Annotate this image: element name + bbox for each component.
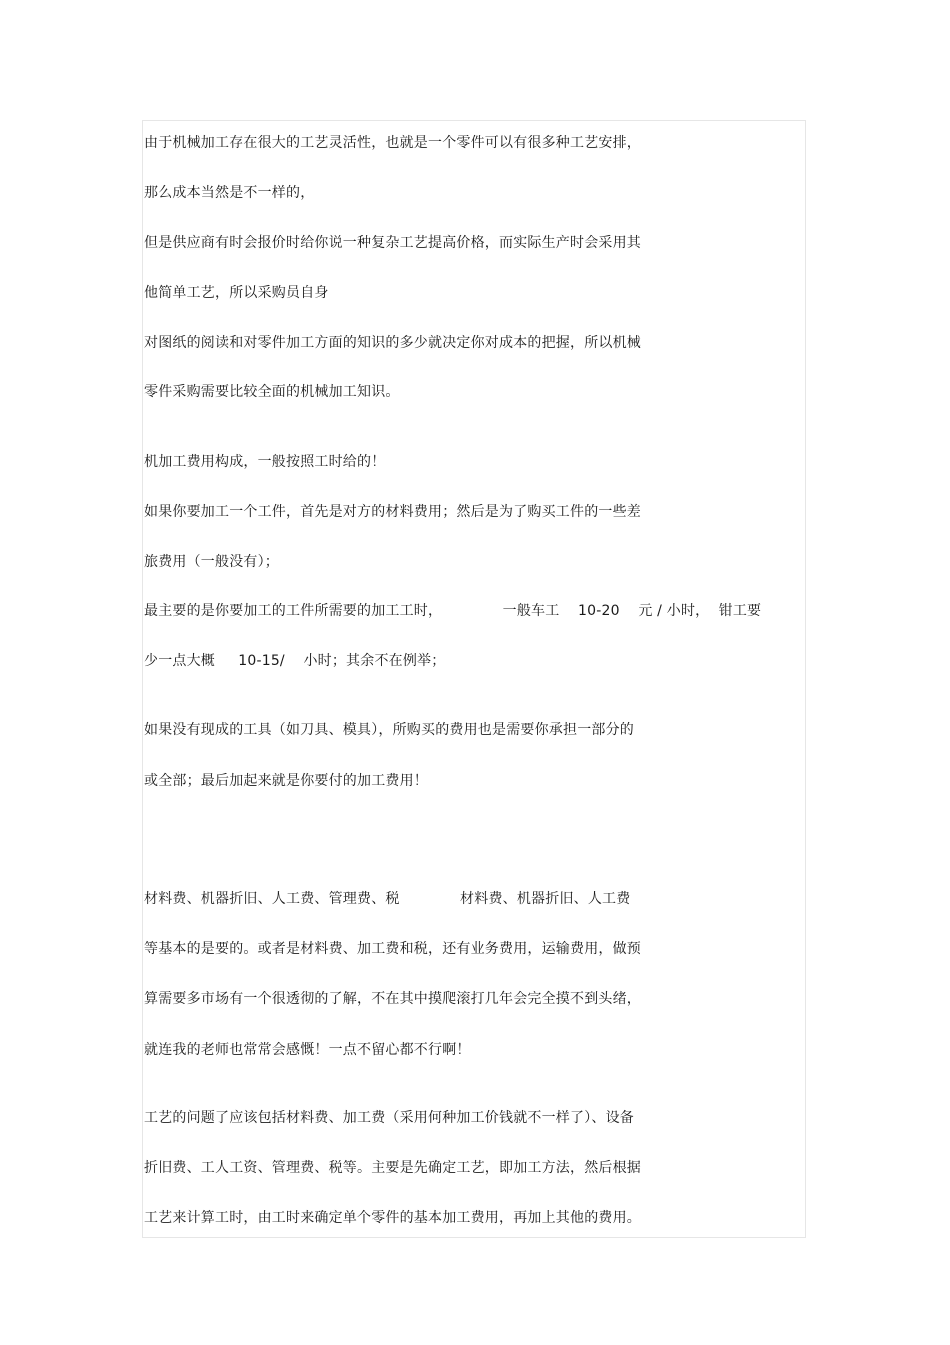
text-line: 那么成本当然是不一样的， [144,185,315,201]
text-line: 如果没有现成的工具（如刀具、模具），所购买的费用也是需要你承担一部分的 [144,722,634,738]
text-line: 对图纸的阅读和对零件加工方面的知识的多少就决定你对成本的把握，所以机械 [144,335,641,351]
text-line: 算需要多市场有一个很透彻的了解，不在其中摸爬滚打几年会完全摸不到头绪， [144,991,641,1007]
text-line: 工艺来计算工时，由工时来确定单个零件的基本加工费用，再加上其他的费用。 [144,1210,641,1226]
text-line: 就连我的老师也常常会感慨！一点不留心都不行啊！ [144,1042,471,1058]
text-line: 如果你要加工一个工件，首先是对方的材料费用；然后是为了购买工件的一些差 [144,504,641,520]
text-line: 等基本的是要的。或者是材料费、加工费和税，还有业务费用，运输费用，做预 [144,941,641,957]
text-line: 但是供应商有时会报价时给你说一种复杂工艺提高价格，而实际生产时会采用其 [144,235,641,251]
text-line: 或全部；最后加起来就是你要付的加工费用！ [144,773,428,789]
text-line: 折旧费、工人工资、管理费、税等。主要是先确定工艺，即加工方法，然后根据 [144,1160,641,1176]
text-line: 机加工费用构成，一般按照工时给的！ [144,454,386,470]
text-line: 他简单工艺，所以采购员自身 [144,285,329,301]
text-line: 由于机械加工存在很大的工艺灵活性，也就是一个零件可以有很多种工艺安排， [144,135,641,151]
text-line: 材料费、机器折旧、人工费、管理费、税 材料费、机器折旧、人工费 [144,891,631,907]
text-line: 最主要的是你要加工的工件所需要的加工工时， 一般车工 10-20 元 / 小时， 钳工要 [144,603,762,619]
text-line: 少一点大概 10-15/ 小时；其余不在例举； [144,653,446,669]
text-line: 零件采购需要比较全面的机械加工知识。 [144,384,400,400]
text-line: 工艺的问题了应该包括材料费、加工费（采用何种加工价钱就不一样了）、设备 [144,1110,634,1126]
text-line: 旅费用（一般没有）； [144,554,279,570]
